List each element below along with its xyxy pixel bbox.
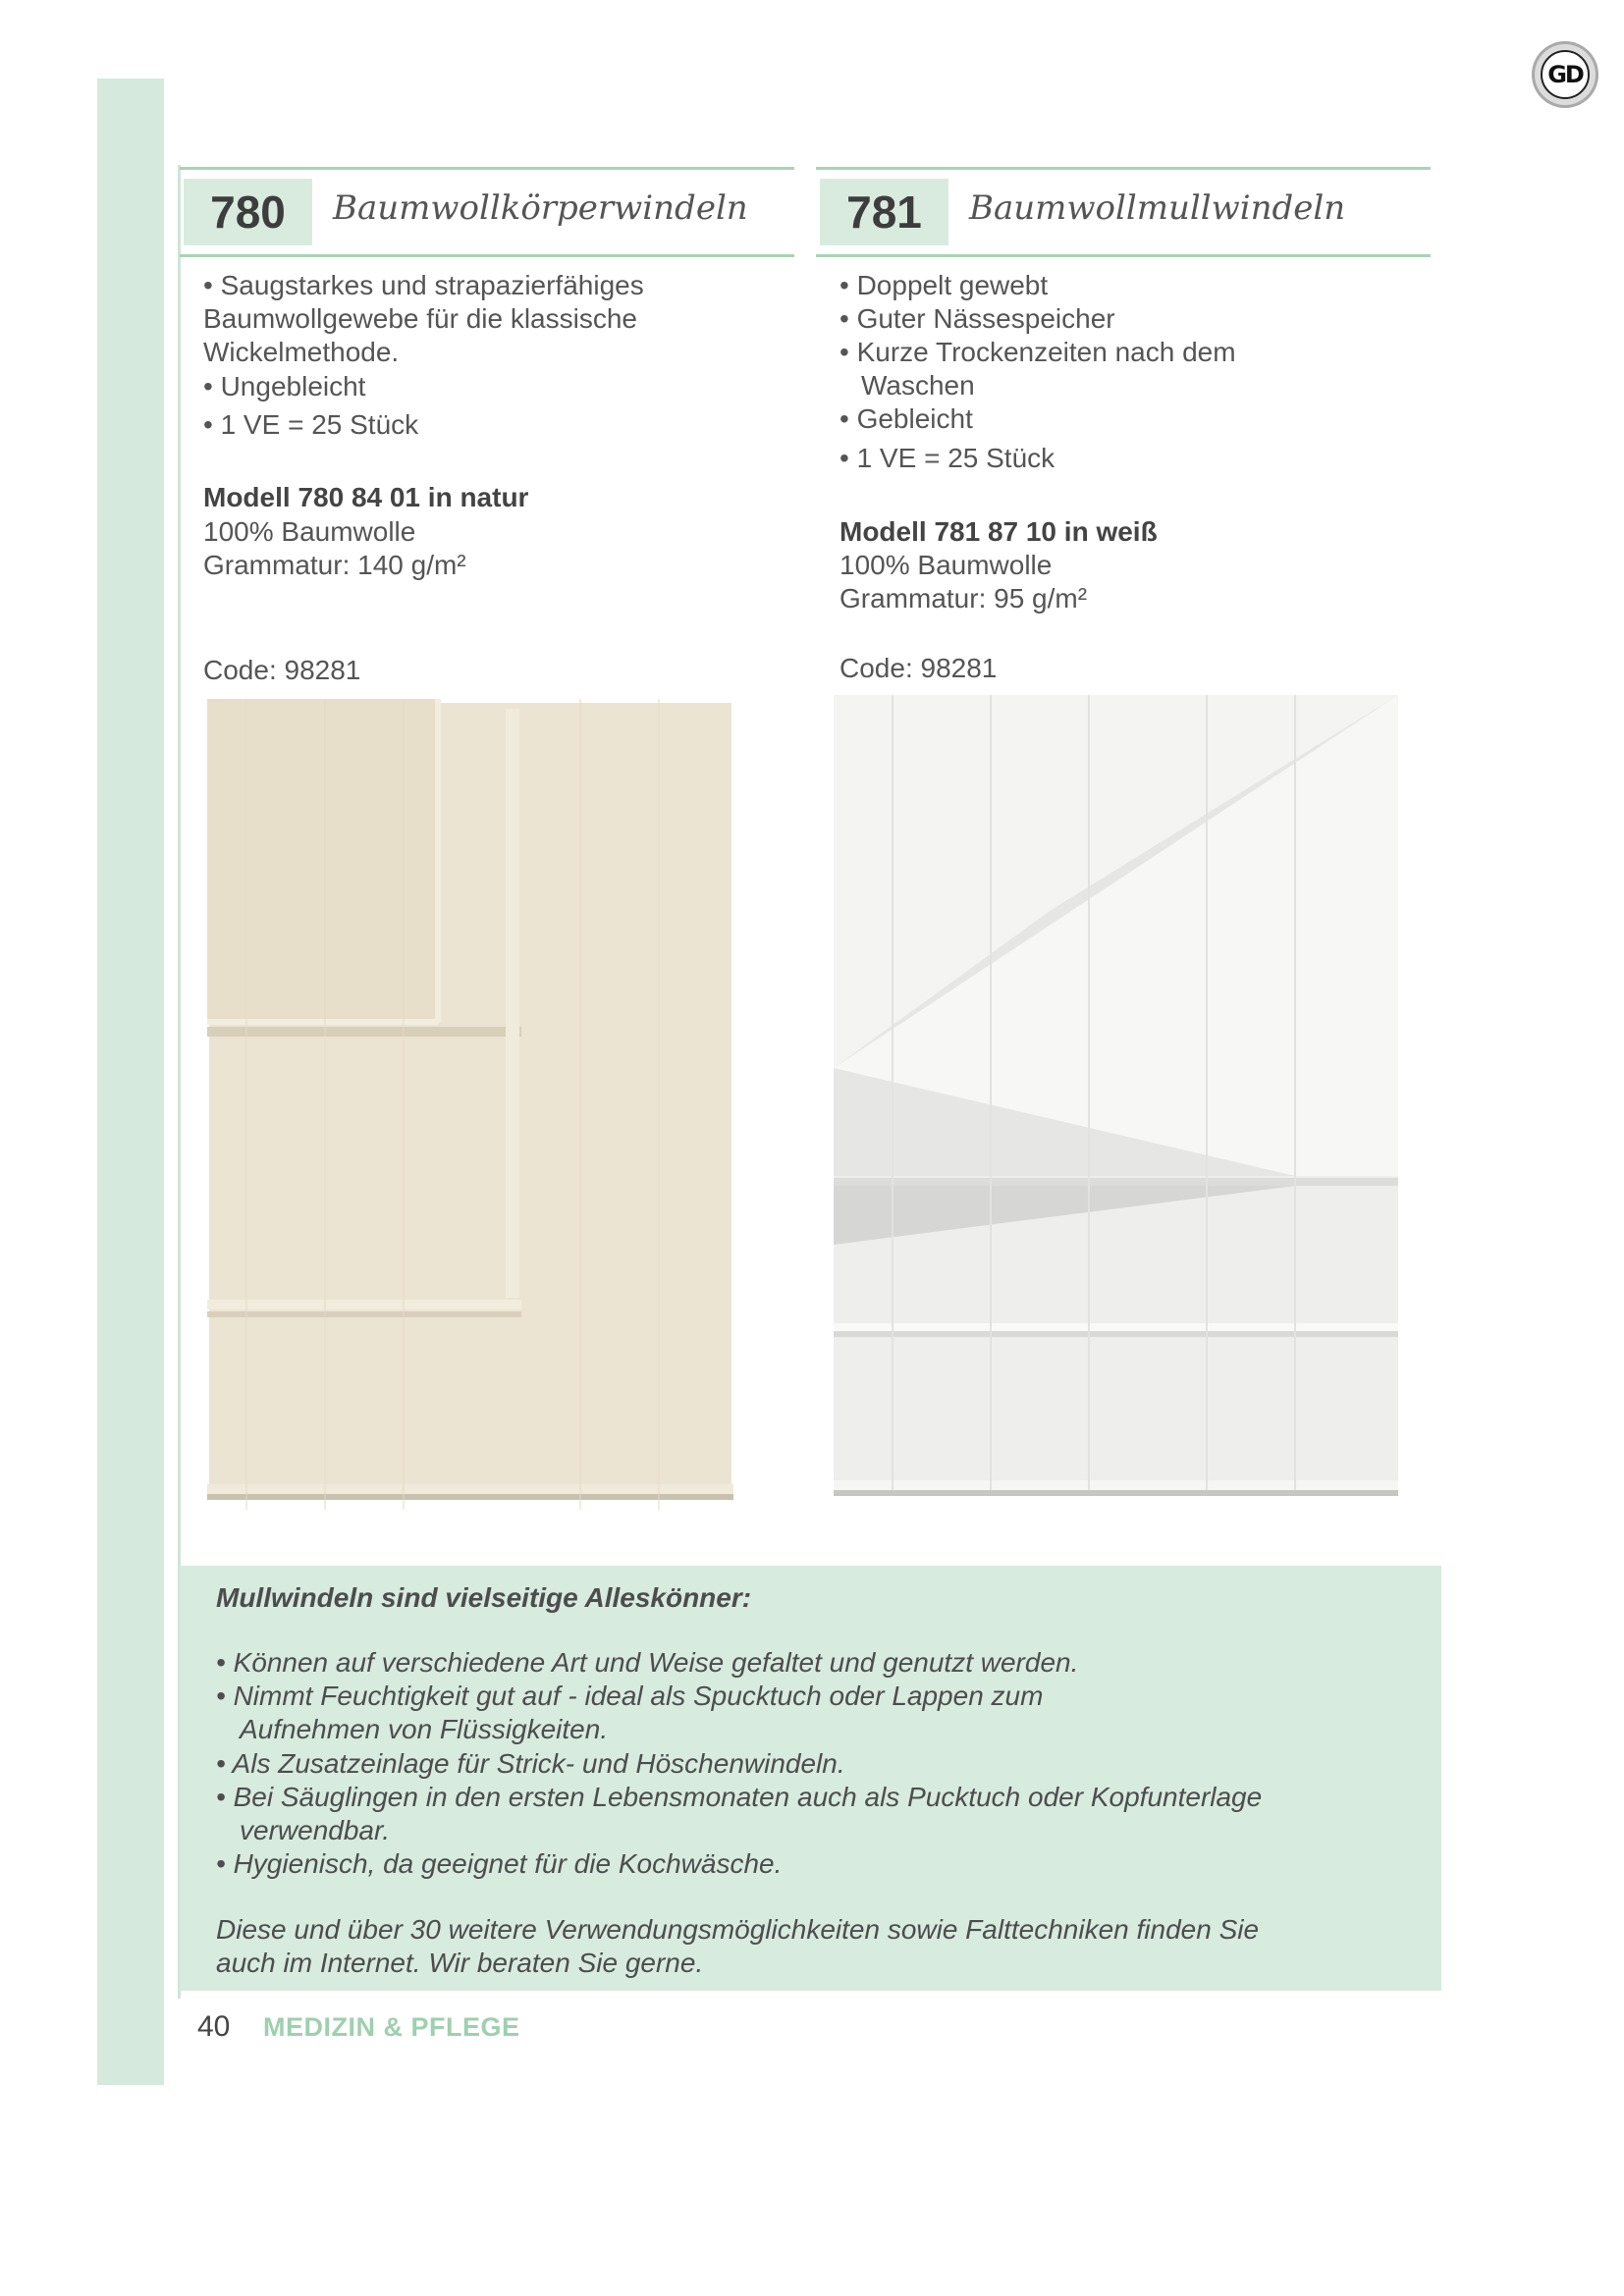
- feature-line: • 1 VE = 25 Stück: [839, 443, 1056, 473]
- product-header-781: [816, 167, 1431, 257]
- material-line: 100% Baumwolle: [203, 516, 416, 547]
- info-bullet: • Können auf verschiedene Art und Weise gefaltet und genutzt werden.: [216, 1647, 1079, 1678]
- header-top-rule: [180, 167, 794, 170]
- info-bullet: verwendbar.: [240, 1815, 391, 1845]
- natural-cotton-diaper-photo: [207, 699, 737, 1510]
- product-number: 781: [846, 187, 922, 238]
- feature-line: • Guter Nässespeicher: [839, 303, 1115, 334]
- logo-text: GD: [1547, 61, 1583, 88]
- feature-line: • Doppelt gewebt: [839, 270, 1049, 300]
- page-number: 40: [197, 2010, 231, 2043]
- info-bullet: Aufnehmen von Flüssigkeiten.: [240, 1714, 609, 1744]
- product-number-box: [184, 179, 312, 245]
- code-line: Code: 98281: [203, 655, 361, 685]
- info-bullet: • Bei Säuglingen in den ersten Lebensmonaten auch als Pucktuch oder Kopfunterlage: [216, 1782, 1263, 1812]
- side-color-bar: [97, 79, 164, 2085]
- header-bottom-rule: [816, 254, 1431, 257]
- info-bullet: • Hygienisch, da geeignet für die Kochwäsche.: [216, 1848, 783, 1879]
- feature-line: Waschen: [861, 370, 975, 400]
- info-bullet: • Als Zusatzeinlage für Strick- und Höschenwindeln.: [216, 1748, 845, 1779]
- product-number-box: [820, 179, 948, 245]
- weight-line: Grammatur: 95 g/m²: [839, 583, 1088, 614]
- white-muslin-diaper-photo: [834, 695, 1398, 1498]
- code-line: Code: 98281: [839, 653, 998, 683]
- feature-line: • Gebleicht: [839, 403, 973, 434]
- product-name: Baumwollkörperwindeln: [333, 188, 748, 228]
- section-title: MEDIZIN & PFLEGE: [263, 2012, 520, 2042]
- info-box: [180, 1566, 1441, 1991]
- model-line: Modell 780 84 01 in natur: [203, 482, 529, 512]
- header-bottom-rule: [180, 254, 794, 257]
- product-number: 780: [210, 187, 286, 238]
- info-closing: Diese und über 30 weitere Verwendungsmöglichkeiten sowie Falttechniken finden Sie: [216, 1914, 1260, 1945]
- info-closing: auch im Internet. Wir beraten Sie gerne.: [216, 1948, 704, 1978]
- material-line: 100% Baumwolle: [839, 550, 1053, 580]
- product-header-780: [180, 167, 794, 257]
- logo-badge-icon: [1541, 50, 1590, 99]
- header-top-rule: [816, 167, 1431, 170]
- feature-line: • Ungebleicht: [203, 371, 366, 401]
- product-name: Baumwollmullwindeln: [969, 188, 1346, 228]
- weight-line: Grammatur: 140 g/m²: [203, 550, 466, 580]
- feature-line: Baumwollgewebe für die klassische: [203, 303, 637, 334]
- brand-logo: [1532, 41, 1598, 108]
- feature-line: Wickelmethode.: [203, 337, 400, 367]
- feature-line: • Saugstarkes und strapazierfähiges: [203, 270, 644, 300]
- model-line: Modell 781 87 10 in weiß: [839, 516, 1158, 547]
- feature-line: • Kurze Trockenzeiten nach dem: [839, 337, 1236, 367]
- feature-line: • 1 VE = 25 Stück: [203, 409, 419, 440]
- info-bullet: • Nimmt Feuchtigkeit gut auf - ideal als Spucktuch oder Lappen zum: [216, 1681, 1044, 1711]
- info-heading: Mullwindeln sind vielseitige Alleskönner:: [216, 1582, 752, 1613]
